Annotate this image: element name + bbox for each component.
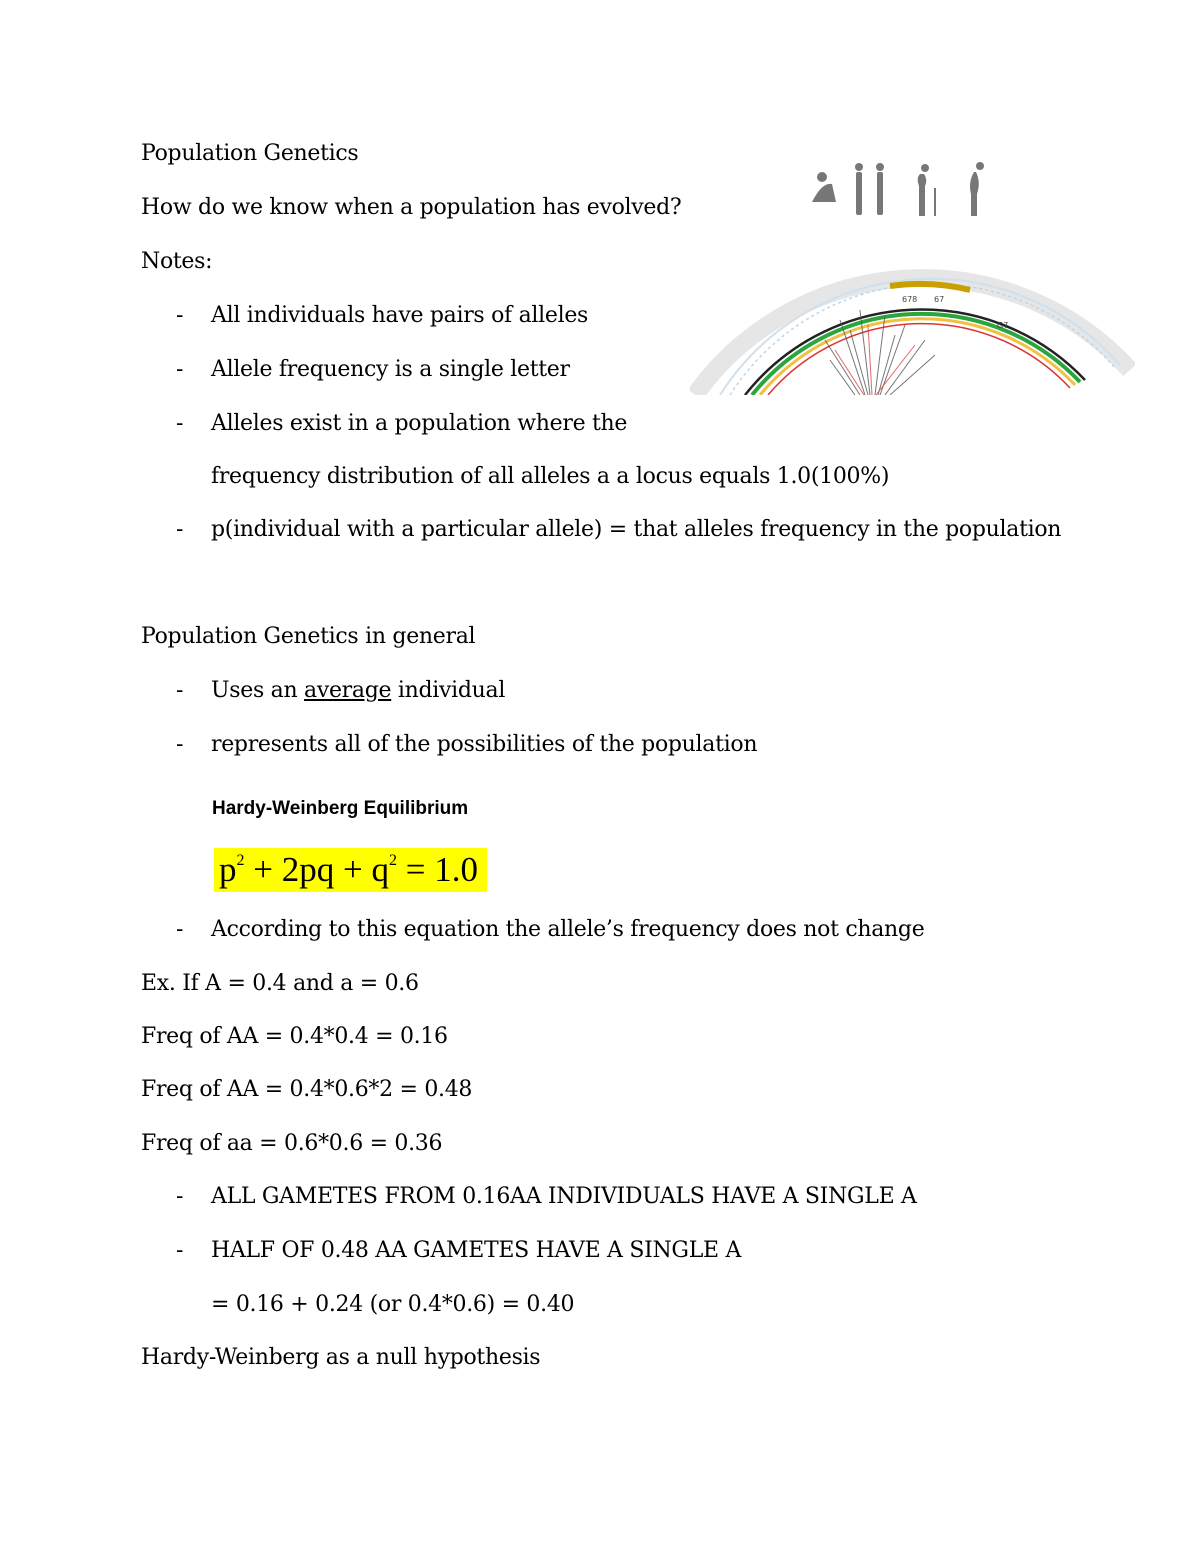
general-item: represents all of the possibilities of the population: [211, 732, 758, 757]
underlined-word: average: [304, 678, 392, 703]
question: How do we know when a population has evolved?: [141, 195, 682, 220]
note-item: Alleles exist in a population where the: [211, 411, 628, 436]
note-item: p(individual with a particular allele) = that alleles frequency in the population: [211, 517, 1062, 542]
page-title: Population Genetics: [141, 141, 359, 166]
figure-label: 678: [902, 295, 918, 304]
freq-line: Freq of AA = 0.4*0.4 = 0.16: [141, 1024, 448, 1049]
note-item: All individuals have pairs of alleles: [211, 303, 589, 328]
note-item-continued: frequency distribution of all alleles a a locus equals 1.0(100%): [211, 464, 890, 489]
human-silhouettes-icon: [812, 162, 984, 216]
bullet-dash: -: [176, 1184, 184, 1209]
general-item: Uses an average individual: [211, 678, 506, 703]
bullet-dash: -: [176, 1238, 184, 1263]
caps-item: HALF OF 0.48 AA GAMETES HAVE A SINGLE A: [211, 1238, 742, 1263]
equation-note: According to this equation the allele’s frequency does not change: [211, 917, 925, 942]
bullet-dash: -: [176, 732, 184, 757]
figure-label: 67: [934, 295, 945, 304]
genome-circle-image: [690, 150, 1135, 395]
notes-label: Notes:: [141, 249, 213, 274]
caps-item: ALL GAMETES FROM 0.16AA INDIVIDUALS HAVE A SINGLE A: [211, 1184, 917, 1209]
sum-line: = 0.16 + 0.24 (or 0.4*0.6) = 0.40: [211, 1292, 575, 1317]
note-item: Allele frequency is a single letter: [211, 357, 570, 382]
section-heading: Population Genetics in general: [141, 624, 476, 649]
bullet-dash: -: [176, 678, 184, 703]
freq-line: Freq of AA = 0.4*0.6*2 = 0.48: [141, 1077, 473, 1102]
example-line: Ex. If A = 0.4 and a = 0.6: [141, 971, 419, 996]
bullet-dash: -: [176, 303, 184, 328]
freq-line: Freq of aa = 0.6*0.6 = 0.36: [141, 1131, 443, 1156]
hardy-weinberg-title: Hardy-Weinberg Equilibrium: [212, 798, 469, 819]
bullet-dash: -: [176, 917, 184, 942]
figure-label: G7: [997, 321, 1009, 330]
section-heading: Hardy-Weinberg as a null hypothesis: [141, 1345, 541, 1370]
evolution-figure: [690, 150, 1135, 395]
hardy-weinberg-equation: $p^2 + 2pq + q^2 = 1.0$: [214, 848, 487, 892]
bullet-dash: -: [176, 517, 184, 542]
bullet-dash: -: [176, 357, 184, 382]
bullet-dash: -: [176, 411, 184, 436]
